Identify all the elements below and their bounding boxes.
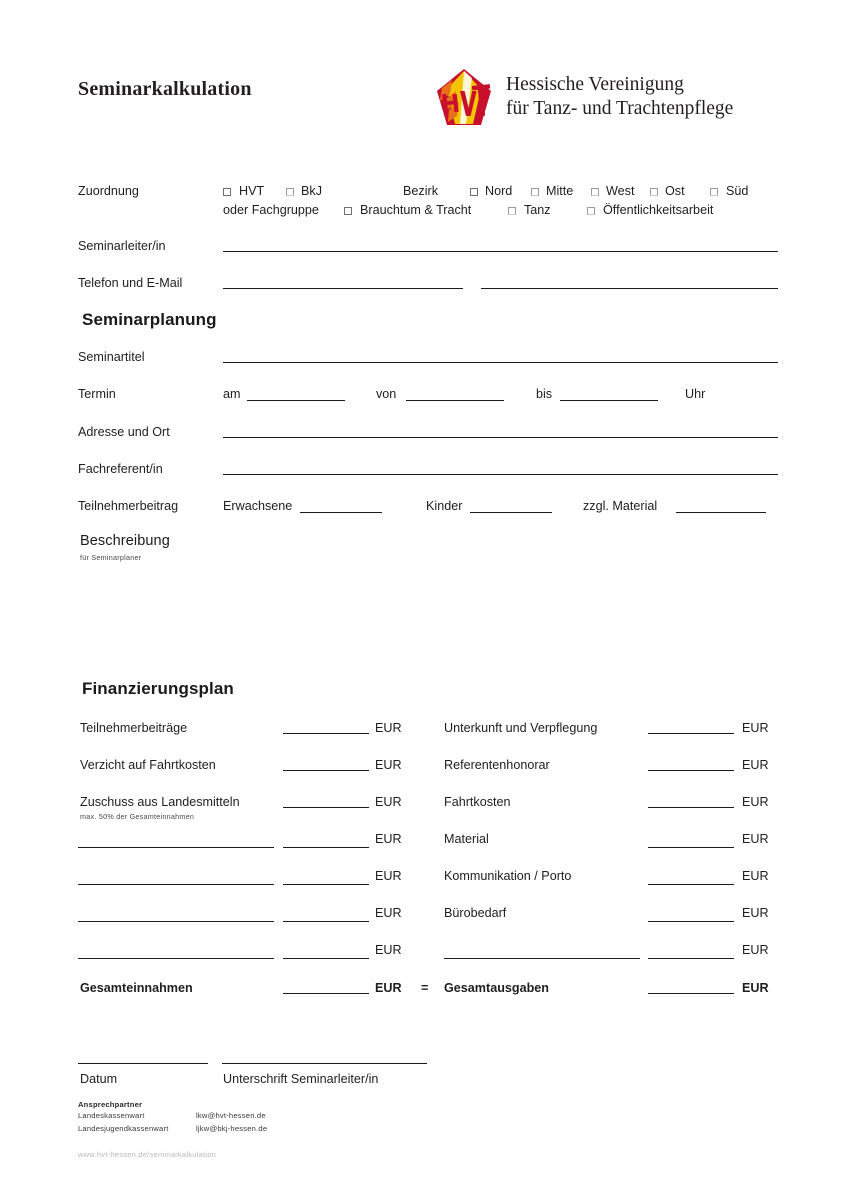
- kinder-label: Kinder: [426, 499, 463, 513]
- footer-url[interactable]: www.hvt-hessen.de/seminarkalkulation: [78, 1150, 217, 1159]
- expense-currency-0: EUR: [742, 721, 769, 735]
- seminarplanung-heading: Seminarplanung: [82, 310, 217, 329]
- checkbox-tanz[interactable]: [508, 207, 516, 215]
- seminarleiter-label: Seminarleiter/in: [78, 239, 166, 253]
- termin-am-label: am: [223, 387, 241, 401]
- expense-currency-6: EUR: [742, 943, 769, 957]
- expense-input-5[interactable]: [648, 906, 734, 922]
- seminarleiter-row: [78, 239, 788, 259]
- income-input-2[interactable]: [283, 792, 369, 808]
- bezirk-label: Bezirk: [403, 184, 438, 198]
- checkbox-bkj-label: BkJ: [301, 184, 322, 198]
- termin-label: Termin: [78, 387, 116, 401]
- expense-currency-4: EUR: [742, 869, 769, 883]
- zuordnung-row-1: [78, 184, 788, 204]
- finanzierungsplan-heading: Finanzierungsplan: [82, 679, 234, 698]
- checkbox-bezirk-mitte[interactable]: [531, 188, 539, 196]
- kinder-input[interactable]: [470, 497, 552, 513]
- expense-currency-5: EUR: [742, 906, 769, 920]
- checkbox-brauchtum-tracht[interactable]: [344, 207, 352, 215]
- fachreferent-row: [78, 462, 788, 482]
- teilnehmerbeitrag-label: Teilnehmerbeitrag: [78, 499, 179, 513]
- income-currency-3: EUR: [375, 832, 402, 846]
- income-input-6[interactable]: [283, 943, 369, 959]
- checkbox-bezirk-ost[interactable]: [650, 188, 658, 196]
- document-header: [78, 68, 788, 130]
- termin-date-input[interactable]: [247, 385, 345, 401]
- termin-uhr-label: Uhr: [685, 387, 706, 401]
- beschreibung-textarea[interactable]: [78, 566, 778, 662]
- unterschrift-label: Unterschrift Seminarleiter/in: [223, 1072, 379, 1086]
- expense-input-6[interactable]: [648, 943, 734, 959]
- expense-input-4[interactable]: [648, 869, 734, 885]
- hvt-logo-icon: [436, 68, 492, 126]
- brand-name: [506, 73, 733, 121]
- income-label-2: Zuschuss aus Landesmitteln: [80, 795, 240, 809]
- income-input-4[interactable]: [283, 869, 369, 885]
- erwachsene-input[interactable]: [300, 497, 382, 513]
- ansprechpartner-title: Ansprechpartner: [78, 1100, 143, 1109]
- income-input-3[interactable]: [283, 832, 369, 848]
- datum-label: Datum: [80, 1072, 118, 1086]
- income-label-input-5[interactable]: [78, 906, 274, 922]
- telefon-input[interactable]: [223, 273, 463, 289]
- income-input-1[interactable]: [283, 755, 369, 771]
- unterschrift-input[interactable]: [222, 1063, 427, 1064]
- expense-currency-1: EUR: [742, 758, 769, 772]
- seminartitel-label: Seminartitel: [78, 350, 145, 364]
- income-label-input-6[interactable]: [78, 943, 274, 959]
- income-currency-6: EUR: [375, 943, 402, 957]
- checkbox-bezirk-nord-label: Nord: [485, 184, 513, 198]
- expense-label-3: Material: [444, 832, 489, 846]
- checkbox-bezirk-mitte-label: Mitte: [546, 184, 574, 198]
- termin-bis-label: bis: [536, 387, 553, 401]
- income-input-0[interactable]: [283, 718, 369, 734]
- page-title: Seminarkalkulation: [78, 78, 252, 100]
- income-currency-0: EUR: [375, 721, 402, 735]
- checkbox-bkj[interactable]: [286, 188, 294, 196]
- checkbox-bezirk-sued-label: Süd: [726, 184, 749, 198]
- expense-label-4: Kommunikation / Porto: [444, 869, 572, 883]
- adresse-input[interactable]: [223, 422, 778, 438]
- income-input-5[interactable]: [283, 906, 369, 922]
- income-currency-1: EUR: [375, 758, 402, 772]
- checkbox-bezirk-nord[interactable]: [470, 188, 478, 196]
- fachreferent-input[interactable]: [223, 459, 778, 475]
- kontakt-label: Telefon und E-Mail: [78, 276, 183, 290]
- expense-label-5: Bürobedarf: [444, 906, 507, 920]
- contact-role-1: Landesjugendkassenwart: [78, 1124, 169, 1133]
- income-label-1: Verzicht auf Fahrtkosten: [80, 758, 216, 772]
- expense-label-1: Referentenhonorar: [444, 758, 550, 772]
- expense-currency-2: EUR: [742, 795, 769, 809]
- beschreibung-note: für Seminarplaner: [80, 553, 142, 562]
- income-total-label: Gesamteinnahmen: [80, 981, 193, 995]
- adresse-label: Adresse und Ort: [78, 425, 170, 439]
- brand-block: [436, 68, 733, 126]
- expense-label-2: Fahrtkosten: [444, 795, 511, 809]
- equals-sign: =: [421, 981, 429, 995]
- datum-input[interactable]: [78, 1063, 208, 1064]
- seminartitel-row: [78, 350, 788, 370]
- expense-label-input-6[interactable]: [444, 943, 640, 959]
- expense-input-2[interactable]: [648, 792, 734, 808]
- checkbox-hvt-label: HVT: [239, 184, 265, 198]
- income-currency-4: EUR: [375, 869, 402, 883]
- checkbox-oeffentlichkeitsarbeit[interactable]: [587, 207, 595, 215]
- seminarleiter-input[interactable]: [223, 236, 778, 252]
- checkbox-brauchtum-tracht-label: Brauchtum & Tracht: [360, 203, 472, 217]
- zuordnung-label: Zuordnung: [78, 184, 139, 198]
- expense-total-input[interactable]: [648, 978, 734, 994]
- income-note-2: max. 50% der Gesamteinnahmen: [80, 812, 195, 821]
- kontakt-row: [78, 276, 788, 296]
- income-currency-2: EUR: [375, 795, 402, 809]
- checkbox-bezirk-sued[interactable]: [710, 188, 718, 196]
- income-total-currency: EUR: [375, 981, 402, 995]
- expense-label-0: Unterkunft und Verpflegung: [444, 721, 598, 735]
- material-zuschlag-input[interactable]: [676, 497, 766, 513]
- expense-total-currency: EUR: [742, 981, 769, 995]
- contact-mail-0[interactable]: lkw@hvt-hessen.de: [196, 1111, 266, 1120]
- checkbox-bezirk-ost-label: Ost: [665, 184, 685, 198]
- termin-von-input[interactable]: [406, 385, 504, 401]
- expense-currency-3: EUR: [742, 832, 769, 846]
- income-label-0: Teilnehmerbeiträge: [80, 721, 188, 735]
- income-total-input[interactable]: [283, 978, 369, 994]
- expense-total-label: Gesamtausgaben: [444, 981, 549, 995]
- income-label-input-4[interactable]: [78, 869, 274, 885]
- erwachsene-label: Erwachsene: [223, 499, 293, 513]
- brand-line-1: Hessische Vereinigung: [506, 74, 684, 96]
- brand-line-2: für Tanz- und Trachtenpflege: [506, 98, 734, 119]
- fachgruppe-label: oder Fachgruppe: [223, 203, 319, 217]
- income-currency-5: EUR: [375, 906, 402, 920]
- material-zuschlag-label: zzgl. Material: [583, 499, 658, 513]
- termin-row: [78, 387, 788, 407]
- teilnehmerbeitrag-row: [78, 499, 788, 519]
- fachreferent-label: Fachreferent/in: [78, 462, 163, 476]
- expense-input-1[interactable]: [648, 755, 734, 771]
- checkbox-bezirk-west[interactable]: [591, 188, 599, 196]
- checkbox-hvt[interactable]: [223, 188, 231, 196]
- email-input[interactable]: [481, 273, 778, 289]
- termin-von-label: von: [376, 387, 397, 401]
- expense-input-3[interactable]: [648, 832, 734, 848]
- termin-bis-input[interactable]: [560, 385, 658, 401]
- adresse-row: [78, 425, 788, 445]
- contact-mail-1[interactable]: ljkw@bkj-hessen.de: [196, 1124, 268, 1133]
- checkbox-bezirk-west-label: West: [606, 184, 635, 198]
- beschreibung-label: Beschreibung: [80, 533, 170, 549]
- expense-input-0[interactable]: [648, 718, 734, 734]
- income-label-input-3[interactable]: [78, 832, 274, 848]
- checkbox-tanz-label: Tanz: [524, 203, 551, 217]
- contact-role-0: Landeskassenwart: [78, 1111, 145, 1120]
- zuordnung-row-2: [78, 203, 788, 223]
- checkbox-oeffentlichkeitsarbeit-label: Öffentlichkeitsarbeit: [603, 203, 714, 217]
- seminartitel-input[interactable]: [223, 347, 778, 363]
